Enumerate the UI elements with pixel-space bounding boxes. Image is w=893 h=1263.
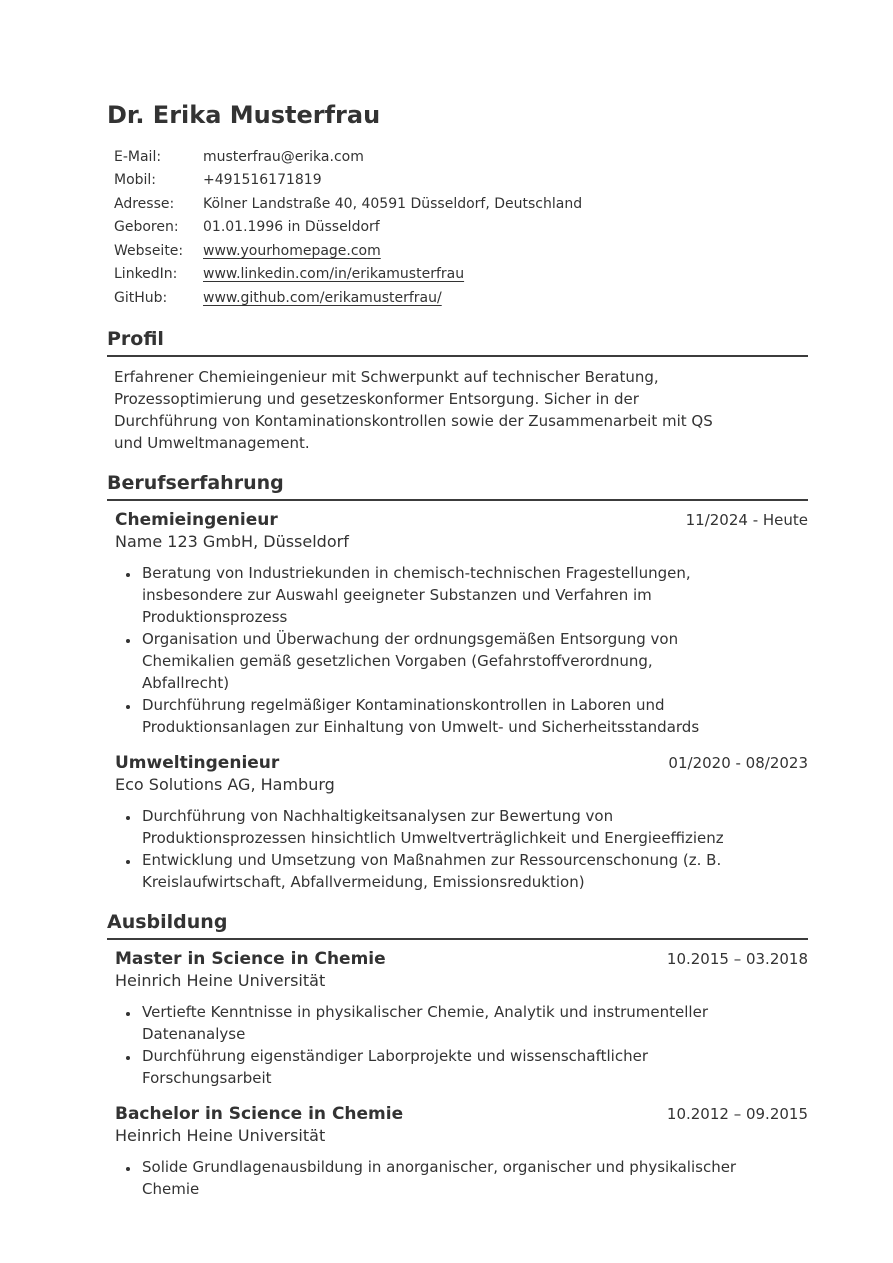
contact-label: Webseite: (114, 242, 184, 259)
education-entry (107, 949, 808, 1089)
section-title-ausbildung: Ausbildung (107, 911, 808, 940)
entry-bullet-list (115, 1156, 740, 1200)
entry-header (115, 510, 808, 531)
section-title-berufserfahrung: Berufserfahrung (107, 472, 808, 501)
bullet-item: • Beratung von Industriekunden in chemisch-technischen Fragestellungen, insbesondere zur Auswahl geeigneter Substanzen und Verfahren im Produktionsprozess (140, 562, 740, 628)
contact-row (114, 146, 808, 170)
contact-value: Kölner Landstraße 40, 40591 Düsseldorf, Deutschland (203, 195, 583, 212)
education-entries (107, 949, 808, 1200)
entry-header (115, 949, 808, 970)
entry-date-range: 01/2020 - 08/2023 (668, 753, 808, 772)
contact-row (114, 169, 808, 193)
contact-label: Adresse: (114, 195, 175, 212)
contact-label: E-Mail: (114, 148, 162, 165)
section-berufserfahrung (107, 472, 808, 893)
entry-organization: Eco Solutions AG, Hamburg (115, 775, 335, 795)
entry-institution: Heinrich Heine Universität (115, 970, 326, 990)
contact-row (114, 216, 808, 240)
contact-value: +491516171819 (203, 172, 322, 189)
contact-label: LinkedIn: (114, 266, 178, 283)
experience-entries (107, 510, 808, 893)
entry-header (115, 1104, 808, 1125)
bullet-item: • Durchführung regelmäßiger Kontaminationskontrollen in Laboren und Produktionsanlagen zur Einhaltung von Umwelt- und Sicherheitsstandards (140, 694, 740, 738)
entry-date-range: 10.2012 – 09.2015 (666, 1104, 808, 1123)
contact-row (114, 263, 808, 287)
entry-date-range: 10.2015 – 03.2018 (666, 949, 808, 968)
bullet-item: • Entwicklung und Umsetzung von Maßnahmen zur Ressourcenschonung (z. B. Kreislaufwirtschaft, Abfallvermeidung, Emissionsreduktion) (140, 849, 740, 893)
entry-institution: Heinrich Heine Universität (115, 1125, 326, 1145)
section-profil (107, 328, 808, 454)
contact-label: Geboren: (114, 219, 179, 236)
person-name: Dr. Erika Musterfrau (107, 101, 381, 129)
entry-bullet-list (115, 562, 740, 738)
bullet-item: • Vertiefte Kenntnisse in physikalischer Chemie, Analytik und instrumenteller Datenanalyse (140, 1001, 740, 1045)
contact-value[interactable]: www.yourhomepage.com (203, 242, 381, 259)
entry-job-title: Chemieingenieur (115, 509, 278, 530)
bullet-item: • Organisation und Überwachung der ordnungsgemäßen Entsorgung von Chemikalien gemäß gesetzlichen Vorgaben (Gefahrstoffverordnung, Abfallrecht) (140, 628, 740, 694)
bullet-item: • Durchführung eigenständiger Laborprojekte und wissenschaftlicher Forschungsarbeit (140, 1045, 740, 1089)
entry-degree-title: Master in Science in Chemie (115, 948, 386, 969)
contact-label: GitHub: (114, 289, 168, 306)
contact-value: musterfrau@erika.com (203, 148, 364, 165)
bullet-item: • Solide Grundlagenausbildung in anorganischer, organischer und physikalischer Chemie (140, 1156, 740, 1200)
contact-row (114, 193, 808, 217)
contact-value[interactable]: www.linkedin.com/in/erikamusterfrau (203, 266, 465, 283)
contact-value[interactable]: www.github.com/erikamusterfrau/ (203, 289, 442, 306)
section-title-profil: Profil (107, 328, 808, 357)
entry-job-title: Umweltingenieur (115, 752, 280, 773)
entry-date-range: 11/2024 - Heute (685, 510, 808, 529)
education-entry (107, 1104, 808, 1200)
entry-bullet-list (115, 1001, 740, 1089)
contact-list (114, 146, 808, 311)
experience-entry (107, 510, 808, 738)
experience-entry (107, 753, 808, 893)
contact-row (114, 287, 808, 311)
profile-summary-text: Erfahrener Chemieingenieur mit Schwerpunkt auf technischer Beratung, Prozessoptimierung und gesetzeskonformer Entsorgung. Sicher in der Durchführung von Kontaminationskontrollen sowie der Zusammenarbeit mit QS und Umweltmanagement. (114, 368, 713, 453)
bullet-item: • Durchführung von Nachhaltigkeitsanalysen zur Bewertung von Produktionsprozessen hinsichtlich Umweltverträglichkeit und Energieeffizienz (140, 805, 740, 849)
section-ausbildung (107, 911, 808, 1200)
entry-organization: Name 123 GmbH, Düsseldorf (115, 532, 349, 552)
entry-bullet-list (115, 805, 740, 893)
contact-label: Mobil: (114, 172, 157, 189)
contact-row (114, 240, 808, 264)
contact-value: 01.01.1996 in Düsseldorf (203, 219, 380, 236)
entry-degree-title: Bachelor in Science in Chemie (115, 1103, 404, 1124)
entry-header (115, 753, 808, 774)
